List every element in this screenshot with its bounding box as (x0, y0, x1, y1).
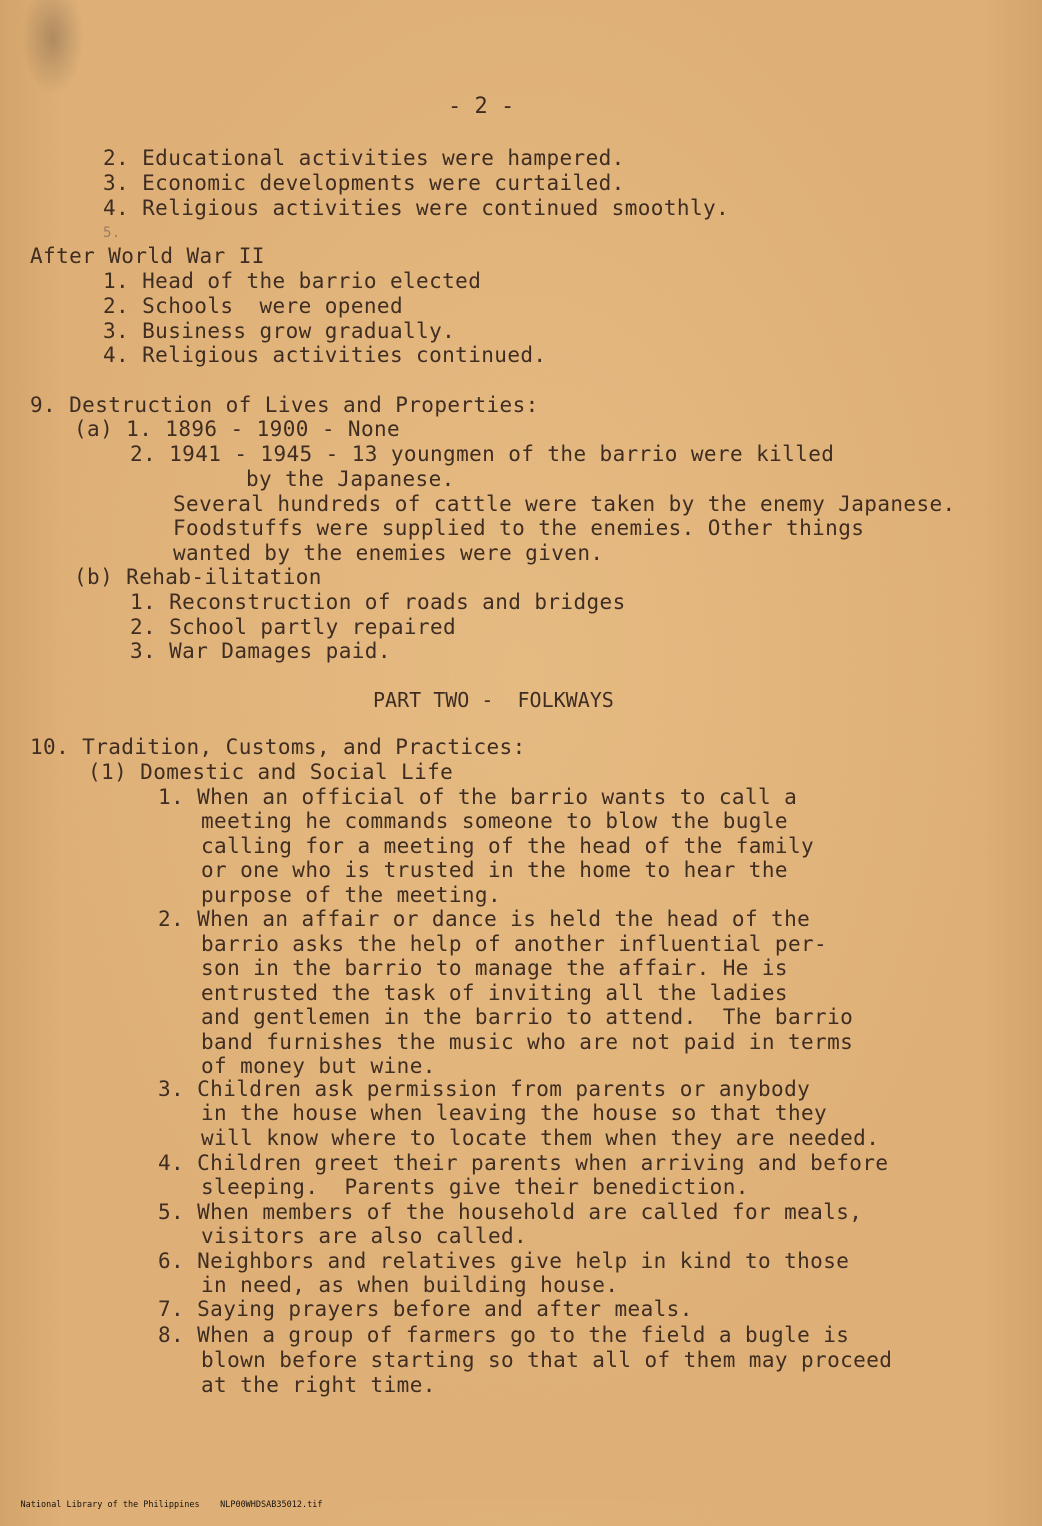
text-line: son in the barrio to manage the affair. He is (201, 956, 788, 980)
footer-filename: NLP00WHDSAB35012.tif (220, 1500, 323, 1510)
page-number: - 2 - (448, 94, 515, 119)
text-line: blown before starting so that all of them may proceed (201, 1348, 893, 1372)
text-line: 2. When an affair or dance is held the head of the (158, 907, 811, 931)
text-line: 2. 1941 - 1945 - 13 youngmen of the barrio were killed (130, 442, 835, 466)
part-heading: PART TWO - FOLKWAYS (373, 688, 614, 712)
section-heading: 9. Destruction of Lives and Properties: (30, 393, 539, 417)
text-line: 3. War Damages paid. (130, 639, 391, 663)
paper-stain (22, 0, 84, 95)
text-line: 2. Schools were opened (103, 294, 403, 318)
text-line: or one who is trusted in the home to hear the (201, 858, 788, 882)
text-line: meeting he commands someone to blow the bugle (201, 809, 788, 833)
text-line: purpose of the meeting. (201, 883, 501, 907)
text-line: 2. School partly repaired (130, 615, 457, 639)
text-line: 4. Children greet their parents when arriving and before (158, 1151, 889, 1175)
text-line: and gentlemen in the barrio to attend. The barrio (201, 1005, 854, 1029)
footer-library: National Library of the Philippines (20, 1500, 200, 1510)
text-line: wanted by the enemies were given. (173, 541, 604, 565)
text-line: at the right time. (201, 1373, 436, 1397)
text-line: Foodstuffs were supplied to the enemies. Other things (173, 516, 865, 540)
text-line: 1. Head of the barrio elected (103, 269, 482, 293)
text-line: band furnishes the music who are not paid in terms (201, 1030, 854, 1054)
section-heading: After World War II (30, 244, 265, 268)
text-line: 1. Reconstruction of roads and bridges (130, 590, 626, 614)
text-line: Several hundreds of cattle were taken by the enemy Japanese. (173, 492, 956, 516)
text-line: 6. Neighbors and relatives give help in kind to those (158, 1249, 850, 1273)
archive-footer (0, 1484, 1042, 1510)
text-line: 2. Educational activities were hampered. (103, 146, 625, 170)
text-line: 7. Saying prayers before and after meals. (158, 1297, 693, 1321)
text-line: by the Japanese. (246, 467, 455, 491)
text-line: visitors are also called. (201, 1224, 528, 1248)
text-line: in the house when leaving the house so that they (201, 1101, 828, 1125)
text-line: 4. Religious activities continued. (103, 343, 547, 367)
text-line: 3. Economic developments were curtailed. (103, 171, 625, 195)
text-line: (1) Domestic and Social Life (88, 760, 454, 784)
text-line: (b) Rehab-ilitation (74, 565, 322, 589)
text-line: 3. Children ask permission from parents or anybody (158, 1077, 811, 1101)
text-line: entrusted the task of inviting all the ladies (201, 981, 788, 1005)
text-line: 4. Religious activities were continued smoothly. (103, 196, 730, 220)
text-line: 1. When an official of the barrio wants to call a (158, 785, 798, 809)
text-line: of money but wine. (201, 1054, 436, 1078)
section-heading: 10. Tradition, Customs, and Practices: (30, 735, 526, 759)
text-line: 5. When members of the household are called for meals, (158, 1200, 863, 1224)
text-line: will know where to locate them when they are needed. (201, 1126, 880, 1150)
text-line: sleeping. Parents give their benediction. (201, 1175, 749, 1199)
text-line: calling for a meeting of the head of the family (201, 834, 815, 858)
text-line: barrio asks the help of another influential per- (201, 932, 828, 956)
text-line: (a) 1. 1896 - 1900 - None (74, 417, 401, 441)
text-line: in need, as when building house. (201, 1273, 619, 1297)
text-line: 8. When a group of farmers go to the field a bugle is (158, 1323, 850, 1347)
text-line: 5. (103, 225, 121, 241)
text-line: 3. Business grow gradually. (103, 319, 456, 343)
